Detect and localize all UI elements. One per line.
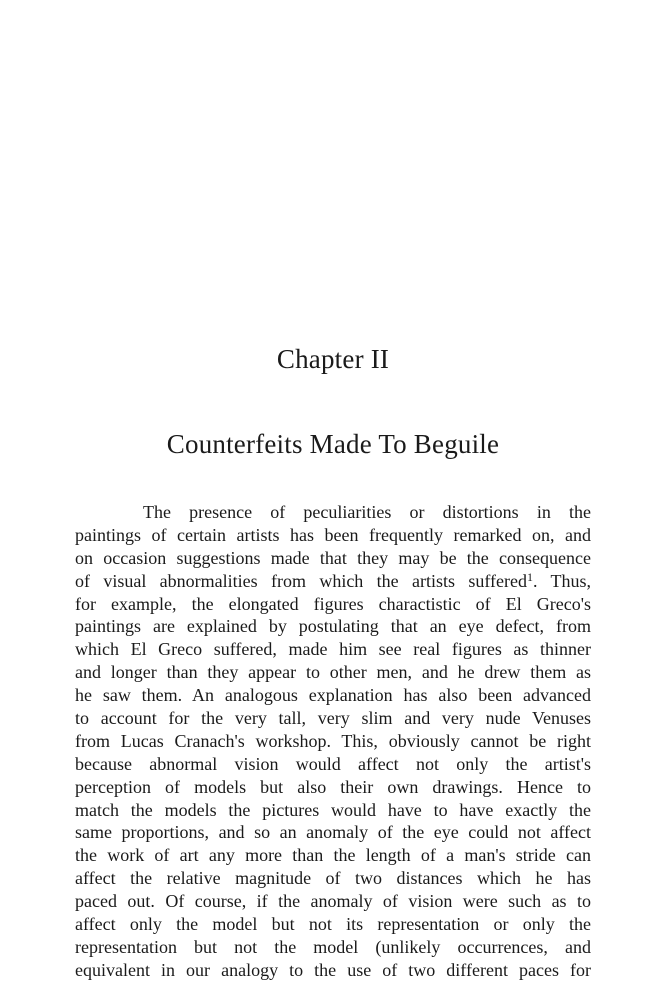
paragraph-line: which El Greco suffered, made him see real figures as thinner bbox=[75, 639, 591, 660]
body-paragraph bbox=[75, 501, 591, 982]
paragraph-line: representation but not the model (unlikely occurrences, and bbox=[75, 936, 591, 957]
paragraph-line-tail: . Thus, bbox=[532, 570, 591, 591]
footnote-reference[interactable]: 1 bbox=[526, 569, 533, 584]
paragraph-line: for example, the elongated figures charactistic of El Greco's bbox=[75, 593, 591, 614]
paragraph-line: The presence of peculiarities or distortions in the bbox=[143, 502, 591, 522]
chapter-title: Counterfeits Made To Beguile bbox=[166, 429, 500, 459]
paragraph-line: and longer than they appear to other men, and he drew them as bbox=[75, 662, 591, 683]
paragraph-line: same proportions, and so an anomaly of the eye could not affect bbox=[75, 822, 591, 843]
paragraph-line: paced out. Of course, if the anomaly of vision were such as to bbox=[75, 891, 591, 912]
paragraph-line: affect the relative magnitude of two distances which he has bbox=[75, 868, 591, 889]
paragraph-line: paintings are explained by postulating that an eye defect, from bbox=[75, 616, 591, 637]
paragraph-line: match the models the pictures would have to have exactly the bbox=[75, 799, 591, 820]
paragraph-line: to account for the very tall, very slim and very nude Venuses bbox=[75, 708, 591, 729]
paragraph-line-text: of visual abnormalities from which the artists suffered bbox=[75, 570, 527, 591]
paragraph-line: he saw them. An analogous explanation has also been advanced bbox=[75, 685, 591, 706]
paragraph-line: paintings of certain artists has been frequently remarked on, and bbox=[75, 524, 591, 545]
paragraph-line: affect only the model but not its representation or only the bbox=[75, 914, 591, 935]
paragraph-line: on occasion suggestions made that they may be the consequence bbox=[75, 547, 591, 568]
chapter-number: Chapter II bbox=[276, 344, 390, 374]
paragraph-line-with-footnote bbox=[75, 570, 591, 593]
paragraph-line: perception of models but also their own drawings. Hence to bbox=[75, 776, 591, 797]
paragraph-line: from Lucas Cranach's workshop. This, obviously cannot be right bbox=[75, 730, 591, 751]
paragraph-line: equivalent in our analogy to the use of two different paces for bbox=[75, 959, 591, 980]
paragraph-line: because abnormal vision would affect not only the artist's bbox=[75, 753, 591, 774]
paragraph-line: the work of art any more than the length of a man's stride can bbox=[75, 845, 591, 866]
